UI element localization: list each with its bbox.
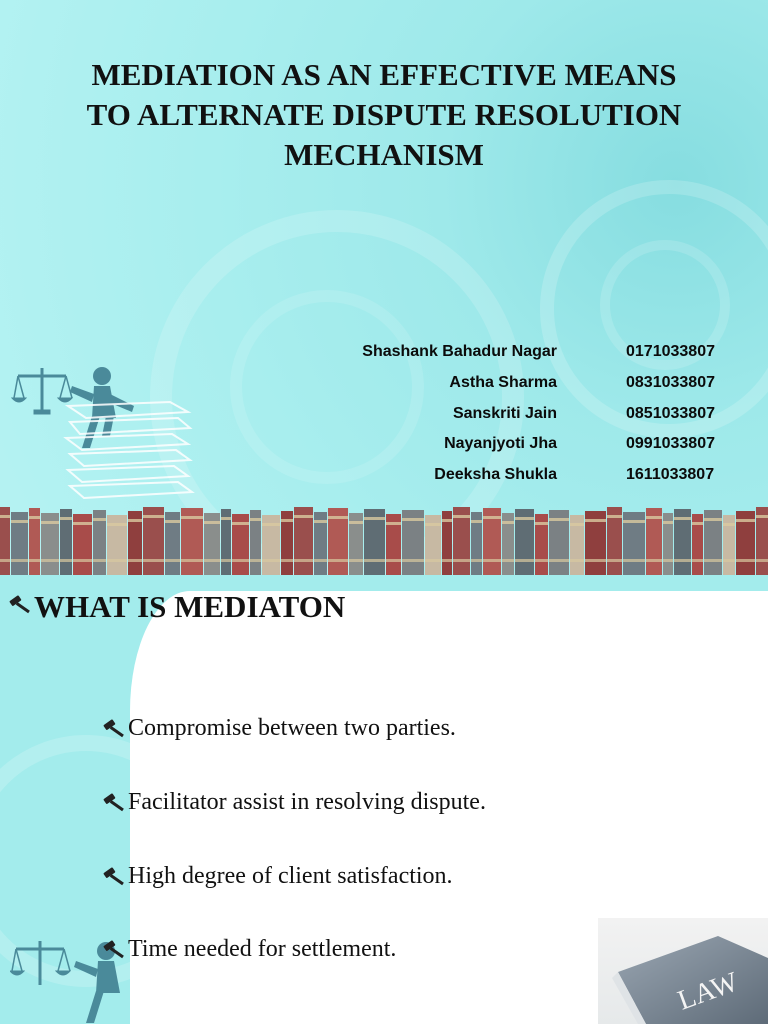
title-line: MEDIATION AS AN EFFECTIVE MEANS (91, 57, 677, 92)
author-row (0, 405, 768, 435)
author-row (0, 343, 768, 373)
author-row (0, 435, 768, 465)
bullet-text: Time needed for settlement. (128, 936, 397, 962)
author-row (0, 374, 768, 404)
bullet-text: High degree of client satisfaction. (128, 863, 453, 889)
law-book-image (598, 918, 768, 1024)
bullet-item (102, 789, 486, 816)
bullet-item (102, 936, 396, 963)
author-name: Deeksha Shukla (434, 466, 557, 483)
author-row (0, 466, 768, 496)
author-id: 0831033807 (626, 374, 715, 391)
bullet-text: Compromise between two parties. (128, 715, 456, 741)
slide-heading (8, 589, 345, 625)
law-book-label: LAW (673, 966, 743, 1017)
bullet-text: Facilitator assist in resolving dispute. (128, 789, 486, 815)
title-line: MECHANISM (284, 137, 484, 172)
gavel-icon (102, 867, 128, 887)
content-slide (0, 575, 768, 1024)
gavel-icon (102, 719, 128, 739)
gavel-icon (102, 793, 128, 813)
author-id: 1611033807 (626, 466, 715, 483)
bullet-item (102, 715, 456, 742)
gavel-icon (102, 940, 128, 960)
author-id: 0851033807 (626, 405, 715, 422)
author-id: 0991033807 (626, 435, 715, 452)
heading-text: WHAT IS MEDIATON (34, 589, 346, 624)
author-name: Astha Sharma (449, 374, 557, 391)
law-book-icon (598, 918, 768, 1024)
author-name: Sanskriti Jain (452, 405, 557, 422)
author-name: Nayanjyoti Jha (444, 435, 557, 452)
bookshelf-icon (0, 503, 768, 575)
gavel-icon (8, 595, 34, 615)
author-name: Shashank Bahadur Nagar (362, 343, 557, 360)
bullet-item (102, 863, 453, 890)
title-line: TO ALTERNATE DISPUTE RESOLUTION (86, 97, 682, 132)
author-id: 0171033807 (626, 343, 715, 360)
slide-title (40, 55, 728, 175)
